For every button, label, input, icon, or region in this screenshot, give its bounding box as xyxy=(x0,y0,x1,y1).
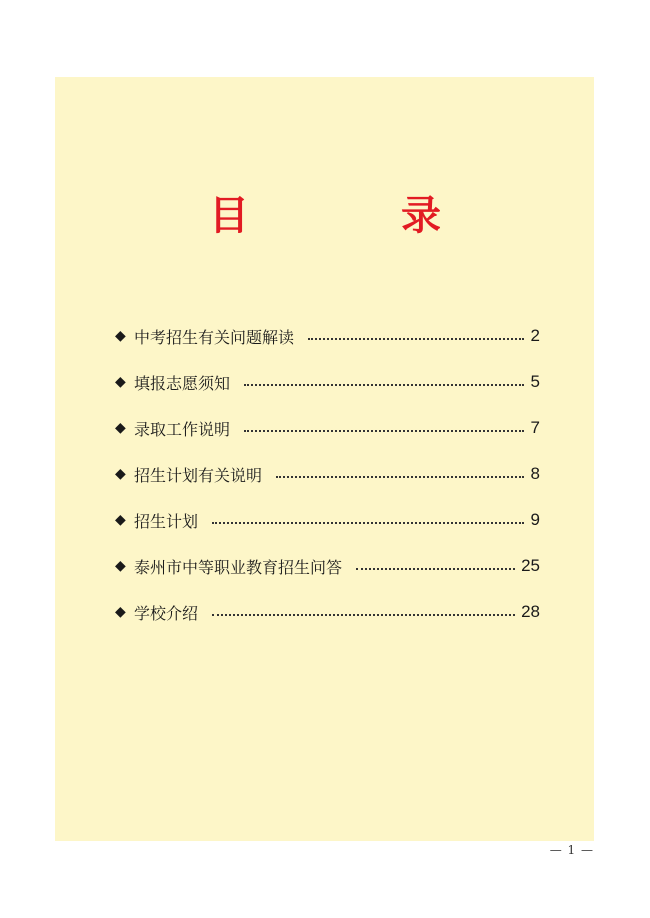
dot-leader xyxy=(212,614,515,616)
toc-item-page-number: 7 xyxy=(530,418,540,437)
diamond-bullet-icon: ◆ xyxy=(115,374,126,390)
page-title: 目 录 xyxy=(209,192,497,239)
toc-item-label: 招生计划 xyxy=(134,511,199,531)
toc-item-vocational-qa[interactable] xyxy=(115,543,540,589)
diamond-bullet-icon: ◆ xyxy=(115,604,126,620)
diamond-bullet-icon: ◆ xyxy=(115,512,126,528)
toc-item-page-number: 2 xyxy=(530,326,540,345)
toc-item-interpretation[interactable] xyxy=(115,313,540,359)
toc-item-page-number: 8 xyxy=(530,464,540,483)
toc-item-page-number: 28 xyxy=(521,602,540,621)
toc-item-page-number: 25 xyxy=(521,556,540,575)
diamond-bullet-icon: ◆ xyxy=(115,466,126,482)
dot-leader xyxy=(244,430,524,432)
dot-leader xyxy=(356,568,515,570)
diamond-bullet-icon: ◆ xyxy=(115,420,126,436)
dot-leader xyxy=(308,338,524,340)
toc-item-label: 中考招生有关问题解读 xyxy=(134,327,295,347)
toc-item-label: 学校介绍 xyxy=(134,603,199,623)
diamond-bullet-icon: ◆ xyxy=(115,558,126,574)
toc-item-label: 录取工作说明 xyxy=(134,419,231,439)
toc-item-label: 泰州市中等职业教育招生问答 xyxy=(134,557,343,577)
page-number-footer: — 1 — xyxy=(549,843,594,857)
toc-item-admission-work[interactable] xyxy=(115,405,540,451)
diamond-bullet-icon: ◆ xyxy=(115,328,126,344)
dot-leader xyxy=(276,476,524,478)
dot-leader xyxy=(244,384,524,386)
toc-item-application-notes[interactable] xyxy=(115,359,540,405)
toc-item-page-number: 5 xyxy=(530,372,540,391)
toc-item-label: 填报志愿须知 xyxy=(134,373,231,393)
dot-leader xyxy=(212,522,524,524)
toc-item-enrollment-plan[interactable] xyxy=(115,497,540,543)
toc-item-page-number: 9 xyxy=(530,510,540,529)
toc-item-label: 招生计划有关说明 xyxy=(134,465,263,485)
table-of-contents xyxy=(115,313,540,635)
toc-item-plan-notes[interactable] xyxy=(115,451,540,497)
toc-item-school-intro[interactable] xyxy=(115,589,540,635)
